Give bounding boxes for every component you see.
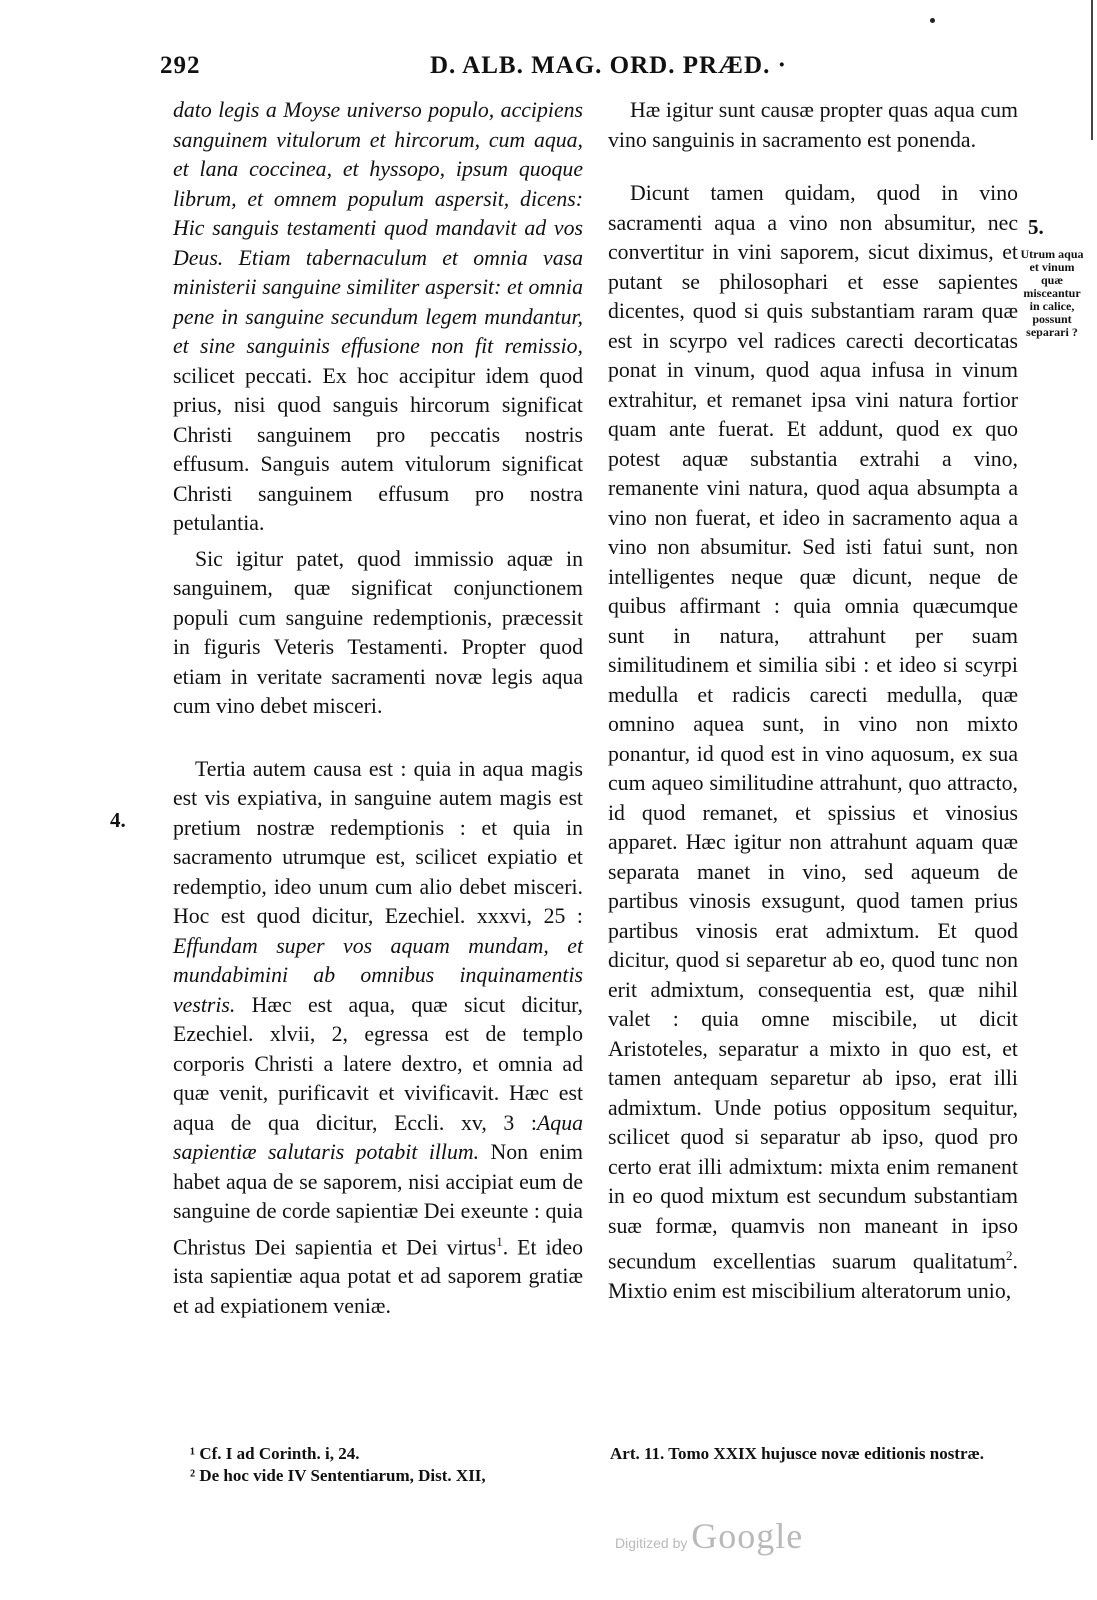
left-paragraph-3-f: . Et ideo ista sapientiæ aqua potat et ad saporem gratiæ et ad expiationem veniæ. xyxy=(173,1234,583,1318)
footnote-2: ² De hoc vide IV Sententiarum, Dist. XII, xyxy=(190,1466,486,1485)
left-paragraph-3-e: Non enim habet aqua de se saporem, nisi accipiat eum de sanguine de corde sapientiæ Dei exeunte : quia Christus Dei sapientia et Dei virtus xyxy=(173,1140,583,1259)
left-paragraph-3-c: Hæc est aqua, quæ sicut dicitur, Ezechiel. xlvii, 2, egressa est de templo corporis Christi a latere dextro, et omnia ad quæ venit, purificavit et vivificavit. Hæc est aqua de qua dicitur, Eccli. xv, 3 : xyxy=(173,992,583,1135)
margin-section-number-5: 5. xyxy=(1028,215,1044,239)
digitized-by-google-watermark xyxy=(615,1515,803,1557)
footnote-2-continuation: Art. 11. Tomo XXIX hujusce novæ editionis nostræ. xyxy=(610,1444,985,1463)
left-paragraph-3-a: Tertia autem causa est : quia in aqua magis est vis expiativa, in sanguine autem magis est pretium nostræ redemptionis : et quia in sacramento utrumque est, scilicet expiatio et redemptio, ideo unum cum alio debet misceri. Hoc est quod dicitur, Ezechiel. xxxvi, 25 : xyxy=(173,756,583,928)
left-paragraph-1-tail: scilicet peccati. Ex hoc accipitur idem quod prius, nisi quod sanguis hircorum significat Christi sanguinem pro peccatis nostris effusum. Sanguis autem vitulorum significat Christi sanguinem effusum pro nostra petulantia. xyxy=(173,363,583,535)
google-logo: Google xyxy=(691,1516,804,1556)
left-paragraph-2: Sic igitur patet, quod immissio aquæ in sanguinem, quæ significat conjunctionem populi cum sanguine redemptionis, præcessit in figuris Veteris Testamenti. Propter quod etiam in veritate sacramenti novæ legis aqua cum vino debet misceri. xyxy=(173,546,583,718)
right-paragraph-2 xyxy=(608,179,1018,1306)
footnote-ref-1[interactable]: 1 xyxy=(496,1233,503,1249)
right-paragraph-2-a: Dicunt tamen quidam, quod in vino sacramenti aqua a vino non absumitur, nec convertitur in vini saporem, sicut diximus, et putant se philosophari et esse sapientes dicentes, quod si quis substantiam raram quæ est in scyrpo vel radices carecti decorticatas ponat in vinum, quod aqua infusa in vinum extrahitur, et remanet ipsa vini natura fortior quam ante fuerat. Et addunt, quod ex quo potest aquæ substantia extrahi a vino, remanente vini natura, quod aqua absumpta a vino non fuerat, et ideo in sacramento aqua a vino non absumitur. Sed isti fatui sunt, non intelligentes neque quæ dicunt, neque de quibus affirmant : quia omnia quæcumque sunt in natura, attrahunt per suam similitudinem et similia sibi : et ideo si scyrpi medulla et radicis carecti medulla, quæ omnino aquea sunt, in vino non mixto ponantur, id quod est in vino aquosum, ex sua cum aqueo similitudine attrahunt, quo attracto, id quod remanet, et spissius et vinosius apparet. Hæc igitur non attrahunt aquam quæ separata manet in vino, sed aqueum de partibus vinosis exsugunt, quod tamen prius partibus vinosis erat admixtum. Et quod dicitur, quod si separetur ab eo, quod tunc non erit admixtum, consequentia est, quæ nihil valet : quia omne miscibile, ut dicit Aristoteles, separatur a mixto in quo est, et tamen antequam separetur ab ipso, erat illi admixtum. Unde potius oppositum sequitur, scilicet quod si separatur ab ipso, quod pro certo erat illi admixtum: mixta enim remanent in eo quod mixtum est secundum substantiam suæ formæ, quamvis non maneant in ipso secundum excellentias suarum qualitatum xyxy=(608,181,1018,1274)
footnotes-left xyxy=(190,1443,590,1487)
right-column xyxy=(608,96,1018,1306)
scripture-quote-hebrews: dato legis a Moyse universo populo, accipiens sanguinem vitulorum et hircorum, cum aqua, et lana coccinea, et hyssopo, ipsum quoque librum, et omnem populum aspersit, dicens: Hic sanguis testamenti quod mandavit ad vos Deus. Etiam tabernaculum et omnia vasa ministerii sanguine similiter aspersit: et omnia pene in sanguine secundum legem mundantur, et sine sanguinis effusione non fit remissio, xyxy=(173,98,583,358)
watermark-small-text: Digitized by xyxy=(615,1535,692,1551)
right-paragraph-2-b: . Mixtio enim est miscibilium alteratorum unio, xyxy=(608,1249,1018,1303)
left-paragraph-3 xyxy=(173,755,583,1322)
margin-note-5: Utrum aqua et vinum quæ misceantur in calice, possunt separari ? xyxy=(1020,247,1084,339)
page-edge-line xyxy=(1091,0,1093,140)
footnotes-right xyxy=(610,1443,1020,1465)
running-head: D. ALB. MAG. ORD. PRÆD. · xyxy=(430,52,787,79)
margin-section-number-4: 4. xyxy=(110,808,126,832)
left-paragraph-1 xyxy=(173,96,583,539)
footnote-ref-2[interactable]: 2 xyxy=(1006,1248,1013,1263)
footnote-1: ¹ Cf. I ad Corinth. i, 24. xyxy=(190,1444,360,1463)
ink-speck xyxy=(930,18,935,23)
left-column xyxy=(173,96,583,1321)
scripture-quote-eccli: Aqua sapientiæ salutaris potabit illum. xyxy=(173,1110,583,1164)
right-paragraph-1: Hæ igitur sunt causæ propter quas aqua cum vino sanguinis in sacramento est ponenda. xyxy=(608,98,1018,152)
scripture-quote-ezechiel: Effundam super vos aquam mundam, et mundabimini ab omnibus inquinamentis vestris. xyxy=(173,933,583,1017)
page-number: 292 xyxy=(160,52,201,79)
